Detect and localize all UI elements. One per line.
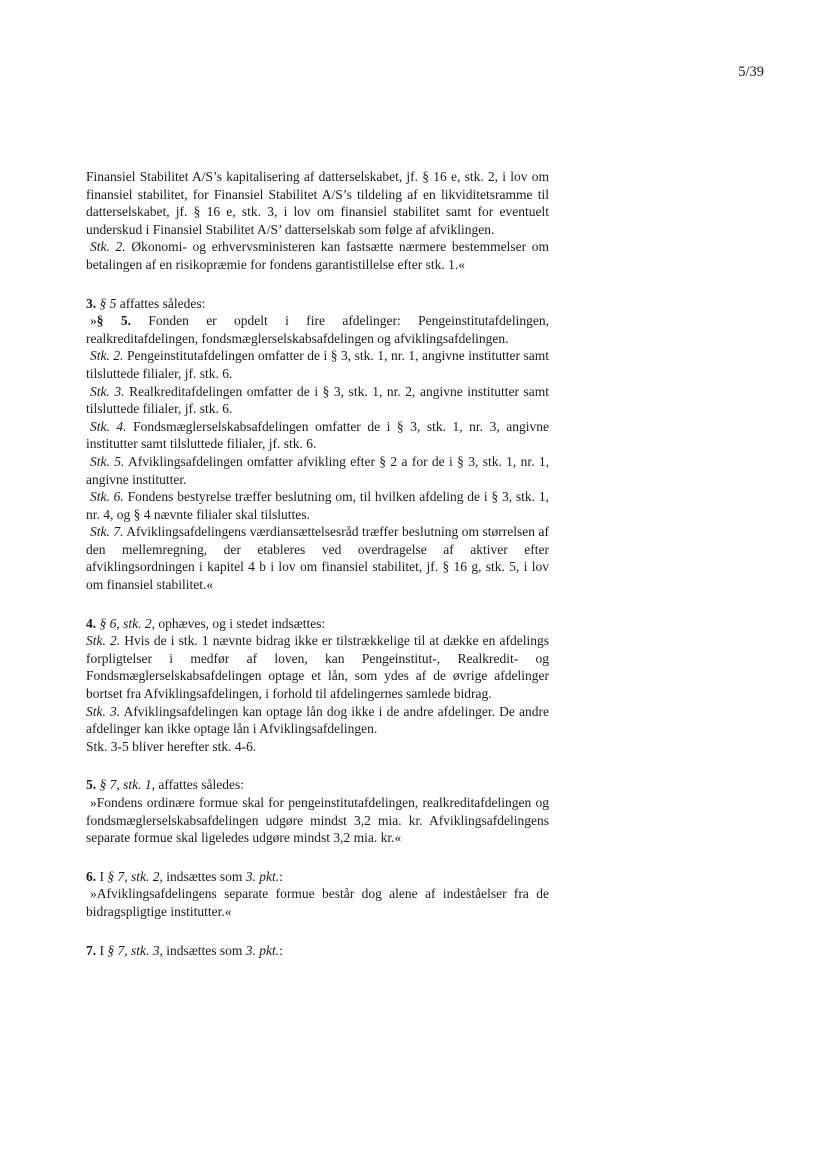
paragraph <box>86 488 549 523</box>
text-fragment: indsættes som <box>162 942 246 958</box>
paragraph-text: Finansiel Stabilitet A/S’s kapitalisering af datterselskabet, jf. § 16 e, stk. 2, i lov om finansiel stabilitet, for Finansiel Stabilitet A/S’s tildeling af en likviditetsramme til datterselskabet, jf. § 16 e, stk. 3, i lov om finansiel stabilitet samt for eventuelt underskud i Finansiel Stabilitet A/S’ datterselskab som følge af afviklingen. <box>86 169 549 237</box>
paragraph-text: Afviklingsafdelingens værdiansættelsesråd træffer beslutning om størrelsen af den mellemregning, der etableres ved overdragelse af aktiver efter afviklingsordningen i kapitel 4 b i lov om finansiel stabilitet, jf. § 16 g, stk. 5, i lov om finansiel stabilitet.« <box>86 524 550 593</box>
text-fragment: I <box>96 868 108 884</box>
quote-mark: » <box>90 313 97 329</box>
paragraph <box>86 632 549 702</box>
text-fragment: : <box>279 868 283 884</box>
paragraph-text: Fonden er opdelt i fire afdelinger: Pengeinstitutafdelingen, realkreditafdelingen, fondsmæglerselskabsafdelingen og afviklingsafdelingen. <box>86 313 549 346</box>
section-ref: § 7, stk. 3, <box>107 942 163 958</box>
paragraph-text: Fondsmæglerselskabsafdelingen omfatter de i § 3, stk. 1, nr. 3, angivne institutter samt tilsluttede filialer, jf. stk. 6. <box>86 418 549 452</box>
stk-label: Stk. 6. <box>90 489 124 505</box>
paragraph-text: Afviklingsafdelingen kan optage lån dog ikke i de andre afdelinger. De andre afdelinger kan ikke optage lån i Afviklingsafdelingen. <box>86 703 549 737</box>
item-number: 6. <box>86 868 97 884</box>
paragraph <box>86 347 549 382</box>
paragraph-text: »Fondens ordinære formue skal for pengeinstitutafdelingen, realkreditafdelingen og fondsmæglerselskabsafdelingen udgøre mindst 3,2 mia. kr. Afviklingsafdelingens separate formue skal ligeledes udgøre mindst 3,2 mia. kr.« <box>86 795 549 846</box>
item-number: 3. <box>86 295 97 311</box>
pkt-ref: 3. pkt. <box>245 942 280 958</box>
section-ref: § 5 <box>99 295 117 311</box>
text-fragment: indsættes som <box>162 868 246 884</box>
item-number: 7. <box>86 942 97 958</box>
paragraph <box>86 453 549 488</box>
amendment-heading-3 <box>86 295 549 313</box>
paragraph <box>86 418 549 453</box>
paragraph <box>86 523 549 593</box>
paragraph-text: Fondens bestyrelse træffer beslutning om, til hvilken afdeling de i § 3, stk. 1, nr. 4, og § 4 nævnte filialer skal tilsluttes. <box>86 489 549 522</box>
paragraph-text: Realkreditafdelingen omfatter de i § 3, stk. 1, nr. 2, angivne institutter samt tilsluttede filialer, jf. stk. 6. <box>86 383 549 417</box>
item-intro: ophæves, og i stedet indsættes: <box>155 615 326 631</box>
stk-label: Stk. 2. <box>86 633 121 649</box>
paragraph <box>86 703 549 738</box>
paragraph <box>86 238 549 273</box>
item-intro: affattes således: <box>155 777 244 793</box>
item-number: 5. <box>86 777 97 793</box>
stk-label: Stk. 2. <box>90 239 126 255</box>
paragraph <box>86 312 549 347</box>
stk-label: Stk. 7. <box>90 524 124 540</box>
paragraph <box>86 794 549 847</box>
section-ref: § 7, stk. 1, <box>99 777 155 793</box>
paragraph <box>86 168 549 238</box>
paragraph <box>86 885 549 920</box>
amendment-heading-6 <box>86 868 549 886</box>
renumber-note: Stk. 3-5 bliver herefter stk. 4-6. <box>86 738 257 754</box>
paragraph-text: Økonomi- og erhvervsministeren kan fastsætte nærmere bestemmelser om betalingen af en risikopræmie for fondens garantistillelse efter stk. 1.« <box>86 239 549 272</box>
paragraph-text: Pengeinstitutafdelingen omfatter de i § 3, stk. 1, nr. 1, angivne institutter samt tilsluttede filialer, jf. stk. 6. <box>86 348 549 381</box>
page-number: 5/39 <box>738 64 764 80</box>
paragraph <box>86 383 549 418</box>
document-body <box>86 168 549 959</box>
stk-label: Stk. 5. <box>90 453 125 469</box>
section-head: § 5. <box>96 313 131 329</box>
section-ref: § 6, stk. 2, <box>99 615 155 631</box>
stk-label: Stk. 4. <box>90 418 127 434</box>
text-fragment: I <box>96 942 108 958</box>
amendment-heading-4 <box>86 615 549 633</box>
amendment-heading-5 <box>86 776 549 794</box>
item-intro: affattes således: <box>116 295 206 311</box>
stk-label: Stk. 3. <box>90 383 125 399</box>
pkt-ref: 3. pkt. <box>245 868 280 884</box>
stk-label: Stk. 2. <box>90 348 124 364</box>
paragraph-text: Afviklingsafdelingen omfatter afvikling efter § 2 a for de i § 3, stk. 1, nr. 1, angivne institutter. <box>86 453 550 487</box>
paragraph <box>86 738 549 756</box>
item-number: 4. <box>86 615 97 631</box>
stk-label: Stk. 3. <box>86 703 121 719</box>
amendment-heading-7 <box>86 942 549 960</box>
text-fragment: : <box>279 942 283 958</box>
section-ref: § 7, stk. 2, <box>107 868 163 884</box>
paragraph-text: »Afviklingsafdelingens separate formue består dog alene af indeståelser fra de bidragspligtige institutter.« <box>86 886 549 919</box>
paragraph-text: Hvis de i stk. 1 nævnte bidrag ikke er tilstrækkelige til at dække en afdelings forpligtelser i medfør af loven, kan Pengeinstitut-, Realkredit- og Fondsmæglerselskabsafdelingen optage et lån, som ydes af de øvrige afdelinger bortset fra Afviklingsafdelingen, i forhold til afdelingernes samlede bidrag. <box>86 633 549 702</box>
